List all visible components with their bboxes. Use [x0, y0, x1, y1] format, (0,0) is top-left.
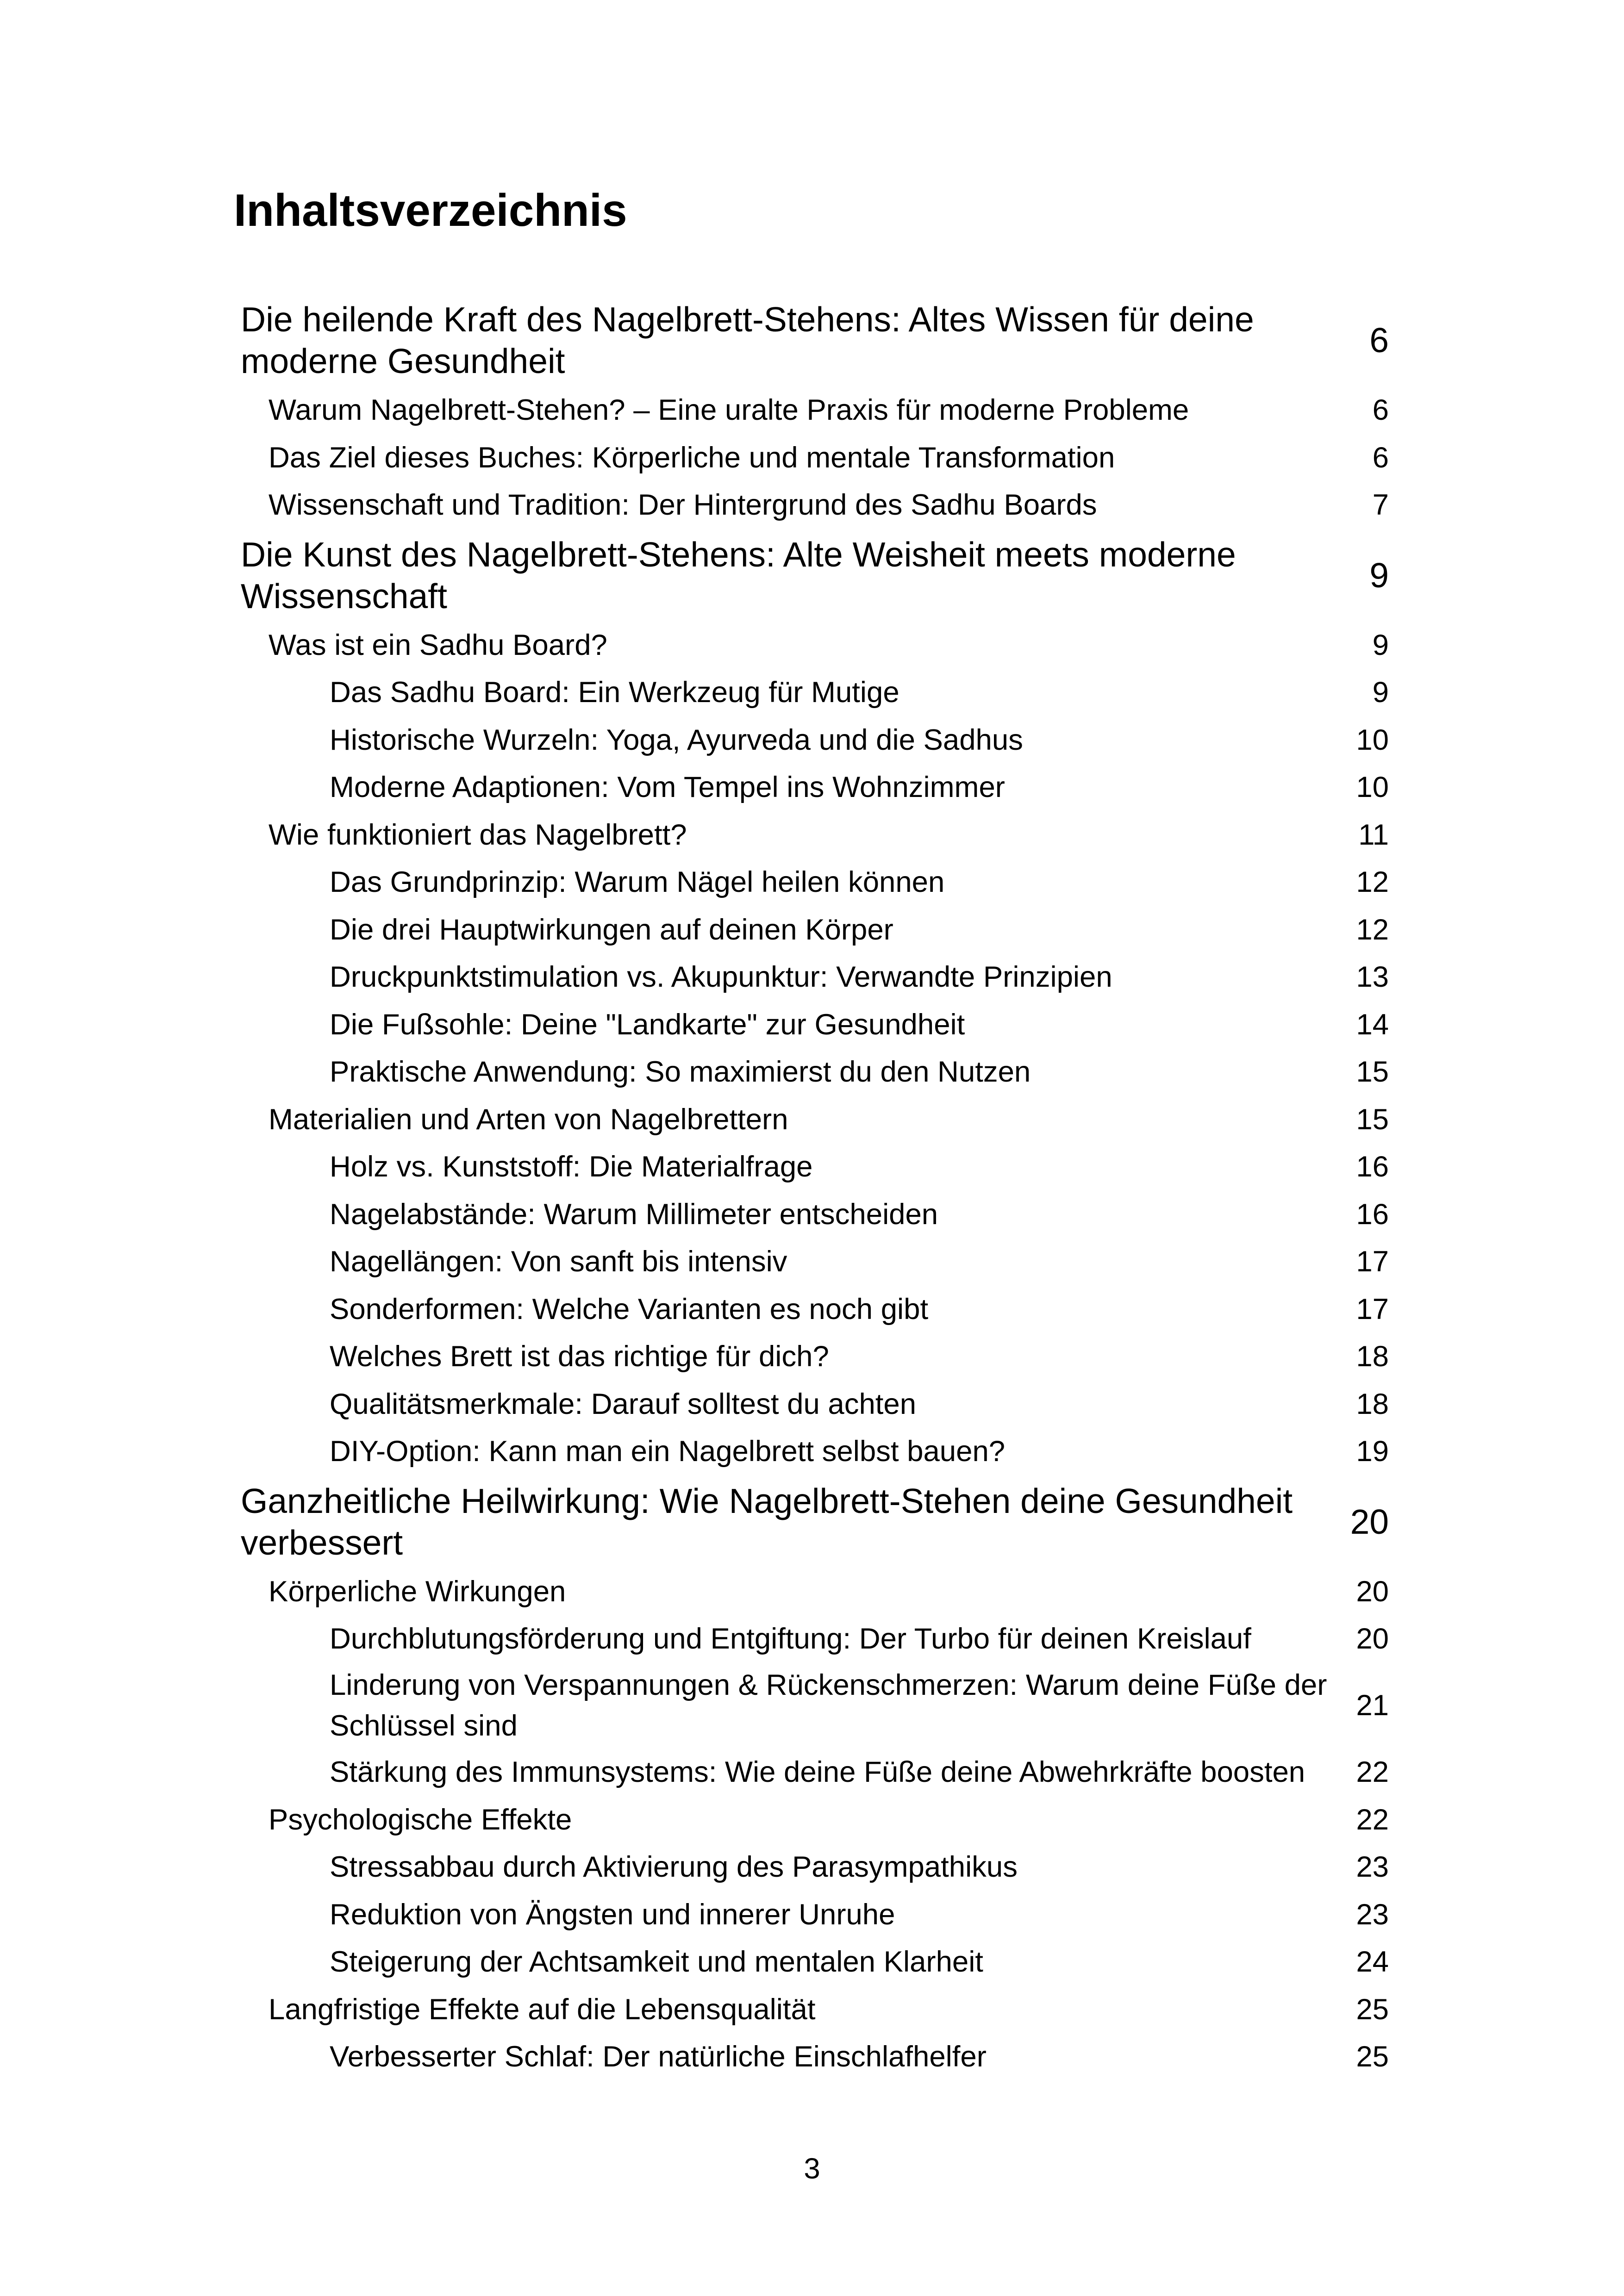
toc-entry-page-number: 18: [1356, 1340, 1389, 1373]
toc-entry-page-number: 10: [1356, 723, 1389, 756]
toc-entry-page-number: 7: [1372, 489, 1389, 521]
toc-subsection-entry[interactable]: [241, 1750, 1389, 1796]
toc-entry-title: Sonderformen: Welche Varianten es noch gibt: [330, 1293, 929, 1325]
toc-entry-title: Materialien und Arten von Nagelbrettern: [269, 1103, 788, 1136]
toc-entry-page-number: 22: [1356, 1803, 1389, 1836]
toc-chapter-entry[interactable]: [241, 534, 1389, 622]
toc-entry-page-number: 14: [1356, 1008, 1389, 1041]
toc-entry-title: Reduktion von Ängsten und innerer Unruhe: [330, 1898, 895, 1931]
toc-entry-page-number: 16: [1356, 1198, 1389, 1231]
toc-subsection-entry[interactable]: [241, 859, 1389, 906]
toc-entry-title: Qualitätsmerkmale: Darauf solltest du achten: [330, 1388, 917, 1420]
toc-entry-page-number: 16: [1356, 1151, 1389, 1183]
toc-subsection-entry[interactable]: [241, 1143, 1389, 1191]
toc-subsection-entry[interactable]: [241, 1191, 1389, 1238]
toc-entry-page-number: 12: [1356, 913, 1389, 946]
toc-entry-title: Was ist ein Sadhu Board?: [269, 628, 607, 661]
toc-subsection-entry[interactable]: [241, 1843, 1389, 1891]
toc-entry-title: Praktische Anwendung: So maximierst du den Nutzen: [330, 1056, 1031, 1088]
toc-subsection-entry[interactable]: [241, 1615, 1389, 1663]
toc-entry-title: Die Kunst des Nagelbrett-Stehens: Alte Weisheit meets moderne Wissenschaft: [241, 535, 1236, 616]
toc-entry-title: Steigerung der Achtsamkeit und mentalen Klarheit: [330, 1946, 983, 1978]
toc-entry-page-number: 25: [1356, 2041, 1389, 2073]
toc-entry-title: Die heilende Kraft des Nagelbrett-Stehens: Altes Wissen für deine moderne Gesundheit: [241, 300, 1254, 380]
toc-entry-title: Psychologische Effekte: [269, 1803, 572, 1836]
toc-entry-title: Wissenschaft und Tradition: Der Hintergrund des Sadhu Boards: [269, 489, 1097, 521]
toc-subsection-entry[interactable]: [241, 1001, 1389, 1049]
toc-entry-page-number: 24: [1356, 1946, 1389, 1978]
toc-entry-title: Verbesserter Schlaf: Der natürliche Einschlafhelfer: [330, 2041, 987, 2073]
table-of-contents: [241, 294, 1389, 2081]
toc-entry-page-number: 18: [1356, 1388, 1389, 1420]
toc-entry-title: Druckpunktstimulation vs. Akupunktur: Verwandte Prinzipien: [330, 961, 1112, 993]
toc-section-entry[interactable]: [241, 811, 1389, 859]
toc-entry-page-number: 25: [1356, 1993, 1389, 2026]
toc-section-entry[interactable]: [241, 1568, 1389, 1616]
toc-entry-page-number: 20: [1356, 1623, 1389, 1655]
toc-entry-page-number: 6: [1369, 321, 1389, 360]
toc-chapter-entry[interactable]: [241, 1480, 1389, 1568]
toc-entry-page-number: 9: [1372, 676, 1389, 709]
toc-subsection-entry[interactable]: [241, 1381, 1389, 1428]
toc-entry-page-number: 15: [1356, 1056, 1389, 1088]
toc-entry-title: Linderung von Verspannungen & Rückenschmerzen: Warum deine Füße der Schlüssel sind: [330, 1668, 1327, 1742]
toc-entry-title: Die Fußsohle: Deine "Landkarte" zur Gesundheit: [330, 1008, 965, 1041]
toc-entry-page-number: 23: [1356, 1898, 1389, 1931]
toc-entry-page-number: 9: [1372, 628, 1389, 661]
toc-entry-title: Nagelabstände: Warum Millimeter entscheiden: [330, 1198, 938, 1231]
toc-subsection-entry[interactable]: [241, 906, 1389, 954]
toc-subsection-entry[interactable]: [241, 716, 1389, 764]
toc-section-entry[interactable]: [241, 1986, 1389, 2034]
toc-subsection-entry[interactable]: [241, 1663, 1389, 1750]
toc-entry-title: Stressabbau durch Aktivierung des Parasympathikus: [330, 1851, 1018, 1883]
toc-entry-page-number: 9: [1369, 555, 1389, 595]
toc-entry-title: Holz vs. Kunststoff: Die Materialfrage: [330, 1151, 813, 1183]
toc-subsection-entry[interactable]: [241, 1286, 1389, 1333]
toc-entry-page-number: 13: [1356, 961, 1389, 993]
toc-entry-page-number: 12: [1356, 866, 1389, 898]
toc-subsection-entry[interactable]: [241, 1938, 1389, 1986]
toc-entry-title: Stärkung des Immunsystems: Wie deine Füße deine Abwehrkräfte boosten: [330, 1755, 1305, 1788]
toc-entry-title: Die drei Hauptwirkungen auf deinen Körper: [330, 913, 893, 946]
toc-entry-page-number: 6: [1372, 394, 1389, 426]
toc-entry-title: Das Sadhu Board: Ein Werkzeug für Mutige: [330, 676, 899, 709]
toc-entry-title: Das Ziel dieses Buches: Körperliche und mentale Transformation: [269, 441, 1115, 474]
toc-subsection-entry[interactable]: [241, 1428, 1389, 1475]
toc-entry-title: Nagellängen: Von sanft bis intensiv: [330, 1245, 787, 1278]
toc-entry-title: Ganzheitliche Heilwirkung: Wie Nagelbrett-Stehen deine Gesundheit verbessert: [241, 1481, 1293, 1562]
toc-subsection-entry[interactable]: [241, 953, 1389, 1001]
toc-subsection-entry[interactable]: [241, 1238, 1389, 1286]
toc-section-entry[interactable]: [241, 622, 1389, 669]
toc-chapter-entry[interactable]: [241, 299, 1389, 386]
page-title: Inhaltsverzeichnis: [234, 185, 627, 236]
toc-subsection-entry[interactable]: [241, 1891, 1389, 1939]
toc-entry-page-number: 22: [1356, 1755, 1389, 1788]
toc-entry-title: Warum Nagelbrett-Stehen? – Eine uralte Praxis für moderne Probleme: [269, 394, 1189, 426]
toc-section-entry[interactable]: [241, 1796, 1389, 1844]
toc-section-entry[interactable]: [241, 481, 1389, 529]
toc-entry-page-number: 20: [1356, 1575, 1389, 1608]
toc-subsection-entry[interactable]: [241, 2033, 1389, 2081]
toc-section-entry[interactable]: [241, 1096, 1389, 1144]
toc-entry-page-number: 20: [1350, 1502, 1389, 1541]
toc-entry-page-number: 17: [1356, 1245, 1389, 1278]
toc-entry-page-number: 10: [1356, 771, 1389, 803]
toc-entry-title: Moderne Adaptionen: Vom Tempel ins Wohnzimmer: [330, 771, 1005, 803]
toc-entry-page-number: 21: [1356, 1689, 1389, 1722]
toc-section-entry[interactable]: [241, 386, 1389, 434]
toc-subsection-entry[interactable]: [241, 764, 1389, 811]
toc-subsection-entry[interactable]: [241, 1333, 1389, 1381]
toc-section-entry[interactable]: [241, 434, 1389, 482]
toc-subsection-entry[interactable]: [241, 1048, 1389, 1096]
toc-entry-page-number: 19: [1356, 1435, 1389, 1468]
toc-entry-title: Welches Brett ist das richtige für dich?: [330, 1340, 829, 1373]
toc-entry-title: Durchblutungsförderung und Entgiftung: Der Turbo für deinen Kreislauf: [330, 1623, 1251, 1655]
toc-entry-page-number: 17: [1356, 1293, 1389, 1325]
toc-entry-title: DIY-Option: Kann man ein Nagelbrett selbst bauen?: [330, 1435, 1006, 1468]
toc-entry-page-number: 6: [1372, 441, 1389, 474]
page-number: 3: [804, 2153, 820, 2185]
toc-entry-title: Das Grundprinzip: Warum Nägel heilen können: [330, 866, 945, 898]
toc-entry-page-number: 11: [1358, 818, 1389, 851]
toc-entry-title: Wie funktioniert das Nagelbrett?: [269, 818, 687, 851]
toc-entry-page-number: 23: [1356, 1851, 1389, 1883]
toc-entry-title: Körperliche Wirkungen: [269, 1575, 566, 1608]
toc-subsection-entry[interactable]: [241, 669, 1389, 716]
toc-entry-page-number: 15: [1356, 1103, 1389, 1136]
toc-entry-title: Langfristige Effekte auf die Lebensqualität: [269, 1993, 816, 2026]
toc-entry-title: Historische Wurzeln: Yoga, Ayurveda und die Sadhus: [330, 723, 1023, 756]
